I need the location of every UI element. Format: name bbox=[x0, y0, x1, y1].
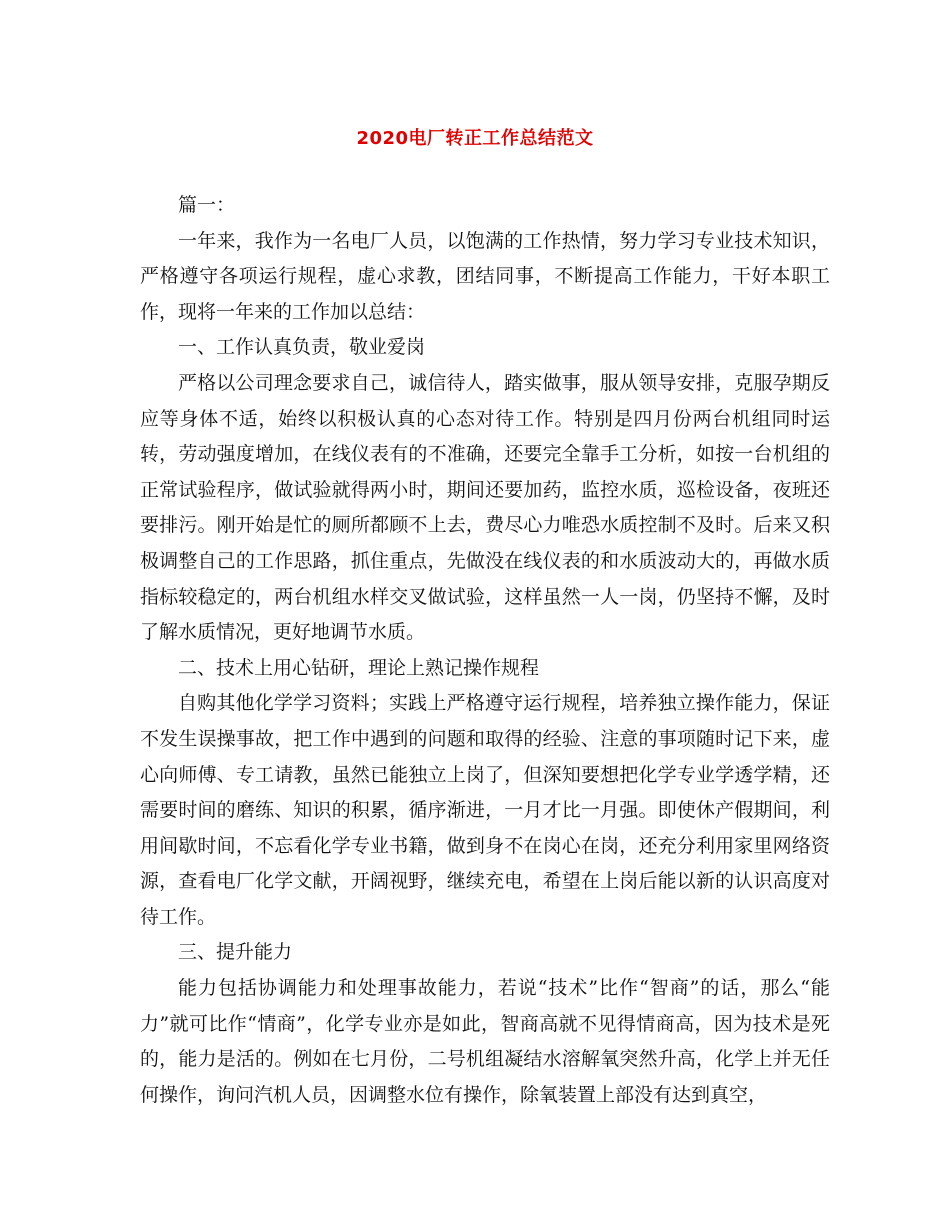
body-paragraph: 自购其他化学学习资料；实践上严格遵守运行规程，培养独立操作能力，保证不发生误操事故，把工作中遇到的问题和取得的经验、注意的事项随时记下来，虚心向师傅、专工请教，虽然已能独立上岗了，但深知要想把化学专业学透学精，还需要时间的磨练、知识的积累，循序渐进，一月才比一月强。即使休产假期间，利用间歇时间，不忘看化学专业书籍，做到身不在岗心在岗，还充分利用家里网络资源，查看电厂化学文献，开阔视野，继续充电，希望在上岗后能以新的认识高度对待工作。 bbox=[140, 692, 830, 928]
section-heading: 三、提升能力 bbox=[178, 941, 293, 964]
document-title: 2020电厂转正工作总结范文 bbox=[356, 128, 594, 149]
intro-paragraph: 一年来，我作为一名电厂人员，以饱满的工作热情，努力学习专业技术知识，严格遵守各项运行规程，虚心求教，团结同事，不断提高工作能力，干好本职工作，现将一年来的工作加以总结： bbox=[140, 229, 830, 323]
document-body bbox=[140, 188, 830, 1113]
section-heading: 一、工作认真负责，敬业爱岗 bbox=[178, 336, 426, 359]
section-heading: 二、技术上用心钻研，理论上熟记操作规程 bbox=[178, 656, 540, 679]
body-paragraph: 能力包括协调能力和处理事故能力，若说“技术”比作“智商”的话，那么“能力”就可比作“情商”，化学专业亦是如此，智商高就不见得情商高，因为技术是死的，能力是活的。例如在七月份，二号机组凝结水溶解氧突然升高，化学上并无任何操作，询问汽机人员，因调整水位有操作，除氧装置上部没有达到真空， bbox=[140, 977, 830, 1106]
section-label: 篇一： bbox=[178, 194, 236, 216]
body-paragraph: 严格以公司理念要求自己，诚信待人，踏实做事，服从领导安排，克服孕期反应等身体不适，始终以积极认真的心态对待工作。特别是四月份两台机组同时运转，劳动强度增加，在线仪表有的不准确，还要完全靠手工分析，如按一台机组的正常试验程序，做试验就得两小时，期间还要加药，监控水质，巡检设备，夜班还要排污。刚开始是忙的厕所都顾不上去，费尽心力唯恐水质控制不及时。后来又积极调整自己的工作思路，抓住重点，先做没在线仪表的和水质波动大的，再做水质指标较稳定的，两台机组水样交叉做试验，这样虽然一人一岗，仍坚持不懈，及时了解水质情况，更好地调节水质。 bbox=[140, 371, 830, 644]
